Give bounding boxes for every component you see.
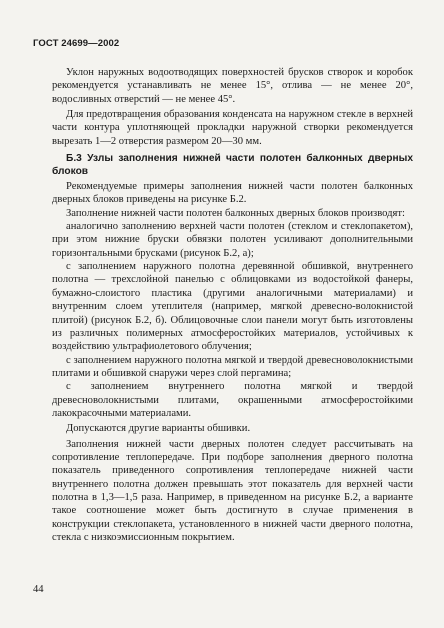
document-body [52,66,413,544]
paragraph-filling-panel: с заполнением наружного полотна деревянной обшивкой, внутреннего полотна — трехслойной панелью с облицовками из водостойкой фанеры, бумажно-слоистого пластика (другими аналогичными материалами) и внутренним слоем утеплителя (например, мягкой древесно-волокнистой плитой) (рисунок Б.2, б). Облицовочные слои панели могут быть изготовлены из различных полимерных атмосферостойких материалов, устойчивых к воздействию ультрафиолетового облучения; [52,261,413,353]
paragraph-examples: Рекомендуемые примеры заполнения нижней части полотен балконных дверных блоков приведены на рисунке Б.2. [52,181,413,206]
paragraph-filling-glass: аналогично заполнению верхней части полотен (стеклом и стеклопакетом), при этом нижние бруски обвязки полотен усиливают дополнительными горизонтальными брусками (рисунок Б.2, а); [52,221,413,259]
paragraph-slope: Уклон наружных водоотводящих поверхностей брусков створок и коробок рекомендуется устанавливать не менее 15°, отлива — не менее 20°, водосливных отверстий — не менее 45°. [52,67,413,105]
section-heading: Б.3 Узлы заполнения нижней части полотен балконных дверных блоков [52,153,413,178]
page-number: 44 [33,584,44,595]
paragraph-filling-intro: Заполнение нижней части полотен балконных дверных блоков производят: [66,207,405,219]
paragraph-filling-inner-fiberboard: с заполнением внутреннего полотна мягкой и твердой древесноволокнистыми плитами, окрашенными атмосферостойкими лакокрасочными материалами. [52,381,413,419]
standard-header: ГОСТ 24699—2002 [33,38,120,49]
paragraph-other-variants: Допускаются другие варианты обшивки. [66,423,251,435]
paragraph-filling-outer-fiberboard: с заполнением наружного полотна мягкой и твердой древесноволокнистыми плитами и обшивкой снаружи через слой пергамина; [52,354,413,379]
paragraph-condensate: Для предотвращения образования конденсата на наружном стекле в верхней части контура уплотняющей прокладки наружной створки рекомендуется вырезать 1—2 отверстия размером 20—30 мм. [52,109,413,147]
paragraph-heat-transfer: Заполнения нижней части дверных полотен следует рассчитывать на сопротивление теплопередаче. При подборе заполнения дверного полотна показатель приведенного сопротивления теплопередаче нижней части внутреннего полотна должен превышать этот показатель для верхней части полотна в 1,3—1,5 раза. Например, в приведенном на рисунке Б.2, а варианте такое соотношение может быть достигнуто в случае применения в конструкции стеклопакета, установленного в нижней части дверного полотна, стекла с низкоэмиссионным покрытием. [52,438,413,543]
